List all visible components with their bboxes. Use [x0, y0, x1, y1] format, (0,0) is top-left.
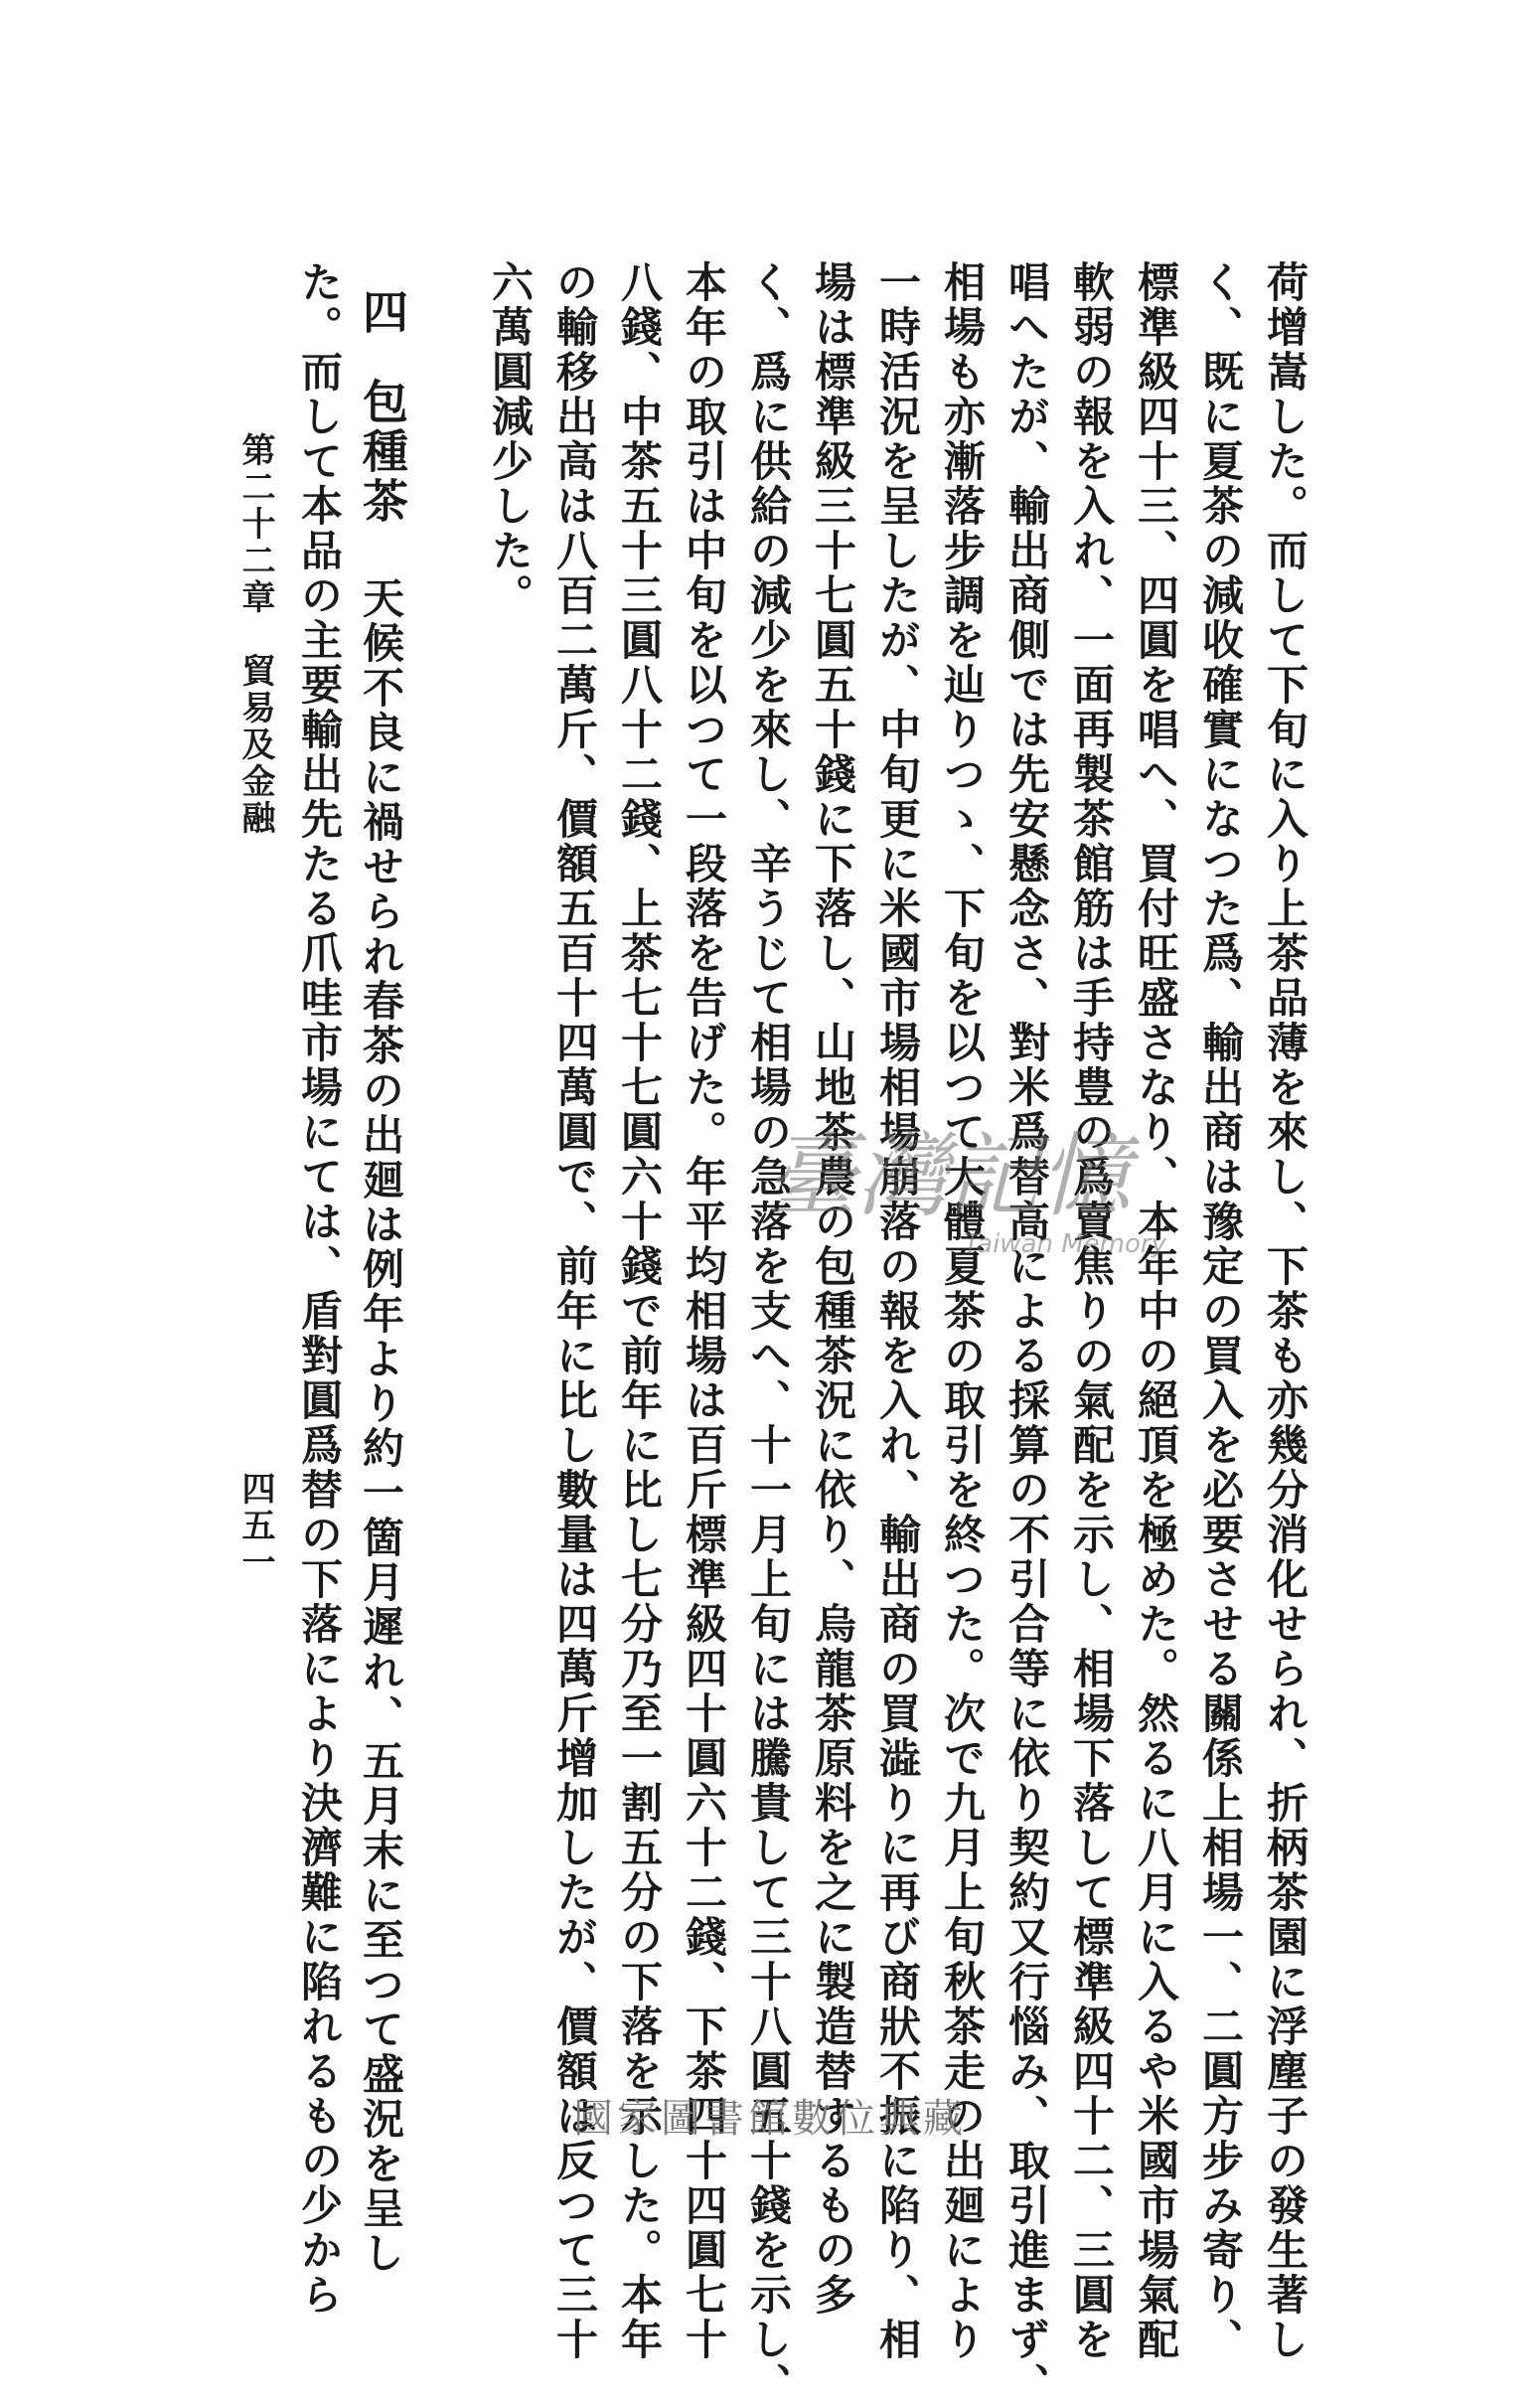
- text-column-2: く、既に夏茶の減收確實になつた爲、輸出商は豫定の買入を必要させる關係上相場一、二圓方步み寄り、: [1196, 260, 1245, 2362]
- taiwan-memory-watermark: [755, 1113, 1182, 1272]
- text-column-12: の輸移出高は八百二萬斤、價額五百十四萬圓で、前年に比し數量は四萬斤增加したが、價額は反つて三十: [550, 260, 599, 2362]
- watermark-subtext: Taiwan Memory: [964, 1229, 1166, 1259]
- text-column-8: 場は標準級三十七圓五十錢に下落し、山地茶農の包種茶況に依り、烏龍茶原料を之に製造替するもの多: [809, 260, 857, 2318]
- watermark-logo-text: 臺灣記憶: [765, 1123, 1132, 1229]
- text-column-5: 唱へたが、輸出商側では先安懸念さ、對米爲替高による採算の不引合等に依り契約又行惱み、取引進まず、: [1002, 260, 1051, 2407]
- text-column-4: 軟弱の報を入れ、一面再製茶館筋は手持豊の爲賣焦りの氣配を示し、相場下落して標準級四十二、三圓を: [1067, 260, 1116, 2362]
- text-column-6: 相場も亦漸落步調を辿りつゝ、下旬を以つて大體夏茶の取引を終つた。次で九月上旬秋茶走の出廻により: [938, 260, 987, 2362]
- text-column-15: た。而して本品の主要輸出先たる爪哇市場にては、盾對圓爲替の下落により決濟難に陷れるもの少から: [295, 260, 344, 2318]
- text-column-14: 天候不良に禍せられ春茶の出廻は例年より約一箇月遲れ、五月末に至つて盛況を呈し: [357, 576, 405, 2276]
- text-column-11: 八錢、中茶五十三圓八十二錢、上茶七十七圓六十錢で前年に比し七分乃至一割五分の下落を示した。本年: [615, 260, 664, 2362]
- text-column-7: 一時活況を呈したが、中旬更に米國市場相場崩落の報を入れ、輸出商の買澁りに再び商狀不振に陷り、相: [873, 260, 922, 2362]
- running-header-chapter: 第二十二章 貿易及金融: [235, 432, 275, 837]
- section-title: 包種茶: [356, 378, 409, 527]
- running-header-page-number: 四五一: [235, 1471, 275, 1581]
- section-number: 四: [356, 288, 409, 334]
- text-column-1: 荷增嵩した。而して下旬に入り上茶品薄を來し、下茶も亦幾分消化せられ、折柄茶園に浮塵子の發生著し: [1261, 260, 1309, 2362]
- text-column-13: 六萬圓減少した。: [486, 260, 535, 618]
- text-column-10: 本年の取引は中旬を以つて一段落を告げた。年平均相場は百斤標準級四十圓六十二錢、下茶四十四圓七十: [680, 260, 728, 2362]
- text-column-9: く、爲に供給の減少を來し、辛うじて相場の急落を支へ、十一月上旬には騰貴して三十八圓五十錢を示し、: [744, 260, 793, 2407]
- text-column-3: 標準級四十三、四圓を唱へ、買付旺盛さなり、本年中の絕頂を極めた。然るに八月に入るや米國市場氣配: [1132, 260, 1180, 2362]
- footer-attribution: 國家圖書館數位典藏: [573, 2096, 967, 2142]
